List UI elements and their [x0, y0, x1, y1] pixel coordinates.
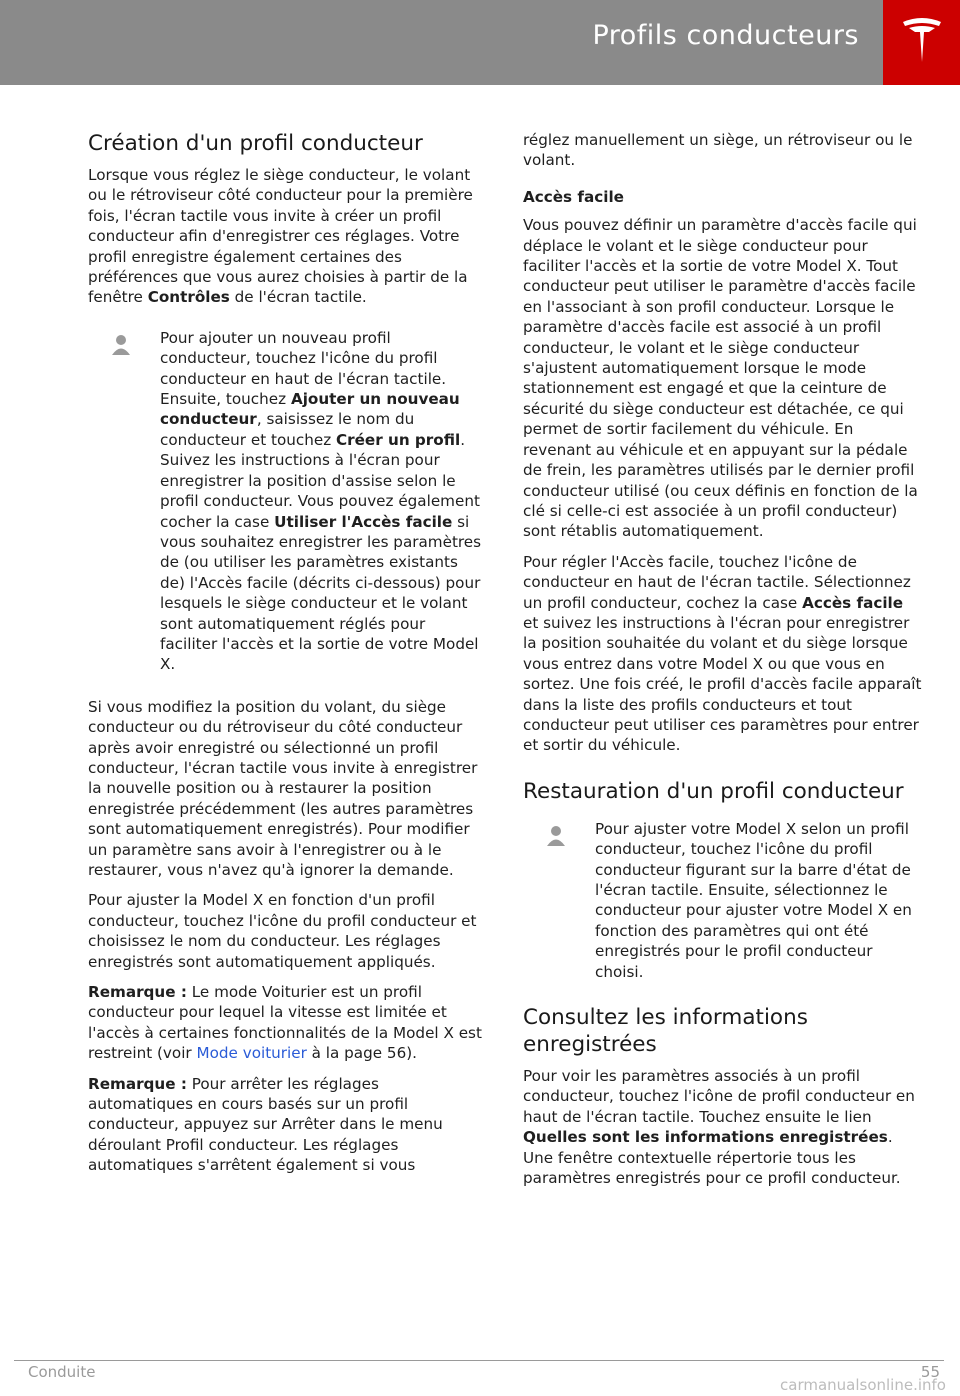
text: Pour arrêter les réglages automatiques en cours basés sur un profil conducteur, appuyez sur Arrêter dans le menu déroulant Profil conducteur. Les réglages automatiques s'arrêtent également si vous	[88, 1074, 443, 1175]
tesla-logo-icon	[901, 16, 943, 66]
section-heading-restore: Restauration d'un profil conducteur	[523, 778, 904, 804]
section-heading-info: Consultez les informations enregistrées	[523, 1005, 808, 1058]
text: Pour voir les paramètres associés à un profil conducteur, touchez l'icône de profil conducteur en haut de l'écran tactile. Touchez ensuite le lien	[523, 1067, 915, 1126]
paragraph-easy-entry: Vous pouvez définir un paramètre d'accès facile qui déplace le volant et le siège conducteur pour faciliter l'accès et la sortie de votre Model X. Tout conducteur peut utiliser le paramètre d'accès facile en l'associant à son profil conducteur. Lorsque le paramètre d'accès facile est associé à un profil conducteur, le volant et le siège conducteur s'ajustent automatiquement lorsque le mode stationnement est engagé et que la ceinture de sécurité du siège conducteur est détachée, ce qui permet de sortir facilement du véhicule. En revenant au véhicule et en appuyant sur la pédale de frein, les paramètres utilisés par le dernier profil conducteur utilisé (ou ceux définis en fonction de la clé si celle-ci est associée à un profil conducteur) sont rétablis automatiquement.	[523, 216, 918, 541]
remark-label: Remarque :	[88, 1074, 187, 1093]
paragraph-easy-entry-setup	[523, 552, 923, 756]
text: Pour régler l'Accès facile, touchez l'icône de conducteur en haut de l'écran tactile. Sélectionnez un profil conducteur, cochez la case	[523, 552, 911, 612]
text: si vous souhaitez enregistrer les paramètres de (ou utiliser les paramètres existants de) l'Accès facile (décrits ci-dessous) pour lesquels le siège conducteur et le volant sont automatiquement réglés pour faciliter l'accès et la sortie de votre Model X.	[160, 512, 482, 674]
remark-valet	[88, 982, 484, 1064]
text: . Une fenêtre contextuelle répertorie tous les paramètres enregistrés pour ce profil conducteur.	[523, 1128, 901, 1188]
text: Lorsque vous réglez le siège conducteur, le volant ou le rétroviseur côté conducteur pour la première fois, l'écran tactile vous invite à créer un profil conducteur afin d'enregistrer ces réglages. Votre profil enregistre également certaines des préférences que vous aurez choisies à partir de la fenêtre	[88, 166, 473, 307]
text: . Suivez les instructions à l'écran pour enregistrer la position d'assise selon le profil conducteur. Vous pouvez également cocher la case	[160, 430, 480, 531]
ui-term: Ajouter un nouveau conducteur	[160, 390, 460, 429]
left-column	[88, 130, 484, 1186]
page-title: Profils conducteurs	[592, 20, 859, 51]
subheading-text: Accès facile	[523, 187, 624, 206]
remark-stop	[88, 1074, 484, 1176]
ui-term: Accès facile	[802, 593, 904, 612]
text: , saisissez le nom du conducteur et touchez	[160, 410, 415, 449]
footer-divider	[14, 1360, 944, 1361]
paragraph-intro	[88, 165, 484, 308]
ui-term: Quelles sont les informations enregistrées	[523, 1128, 888, 1147]
ui-term: Utiliser l'Accès facile	[274, 512, 453, 531]
ui-term: Contrôles	[147, 288, 230, 307]
brand-logo	[883, 0, 960, 85]
text: Pour ajouter un nouveau profil conducteur, touchez l'icône du profil conducteur en haut de l'écran tactile. Ensuite, touchez	[160, 328, 447, 409]
note-restore	[523, 819, 923, 982]
driver-profile-icon	[547, 825, 565, 847]
right-column	[523, 130, 923, 1198]
text: et suivez les instructions à l'écran pour enregistrer la position souhaitée du volant et du siège lorsque vous entrez dans votre Model X ou que vous en sortez. Une fois créé, le profil d'accès facile apparaît dans la liste des profils conducteurs et tout conducteur peut utiliser ces paramètres pour entrer et sortir du véhicule.	[523, 613, 922, 755]
footer-section: Conduite	[28, 1363, 96, 1381]
text: Le mode Voiturier est un profil conducteur pour lequel la vitesse est limitée et l'accès à certaines fonctionnalités de la Model X est restreint (voir	[88, 983, 482, 1063]
paragraph-modify: Si vous modifiez la position du volant, du siège conducteur ou du rétroviseur du côté conducteur après avoir enregistré ou sélectionné un profil conducteur, l'écran tactile vous invite à enregistrer la nouvelle position ou à restaurer la position enregistrée précédemment (les autres paramètres sont automatiquement enregistrés). Pour modifier un paramètre sans avoir à l'enregistrer ou à le restaurer, vous n'avez qu'à ignorer la demande.	[88, 697, 478, 879]
section-heading-creation: Création d'un profil conducteur	[88, 131, 423, 156]
header-bar	[0, 0, 883, 85]
subheading-easy-entry	[523, 187, 923, 207]
page-number: 55	[920, 1363, 940, 1381]
text: Pour ajuster votre Model X selon un profil conducteur, touchez l'icône du profil conducteur figurant sur la barre d'état de l'écran tactile. Ensuite, sélectionnez le conducteur pour ajuster votre Model X en fonction des paramètres qui ont été enregistrés pour le profil conducteur choisi.	[595, 819, 912, 981]
note-add-driver	[88, 328, 484, 675]
paragraph-continued: réglez manuellement un siège, un rétroviseur ou le volant.	[523, 131, 913, 170]
ui-term: Créer un profil	[336, 430, 461, 449]
driver-profile-icon	[112, 334, 130, 356]
valet-mode-link[interactable]: Mode voiturier	[196, 1044, 307, 1063]
paragraph-adjust: Pour ajuster la Model X en fonction d'un profil conducteur, touchez l'icône du profil conducteur et choisissez le nom du conducteur. Les réglages enregistrés sont automatiquement appliqués.	[88, 891, 477, 971]
text: à la page 56).	[306, 1044, 417, 1063]
remark-label: Remarque :	[88, 983, 187, 1002]
watermark: carmanualsonline.info	[780, 1376, 946, 1394]
paragraph-info	[523, 1066, 923, 1188]
text: de l'écran tactile.	[229, 288, 367, 307]
